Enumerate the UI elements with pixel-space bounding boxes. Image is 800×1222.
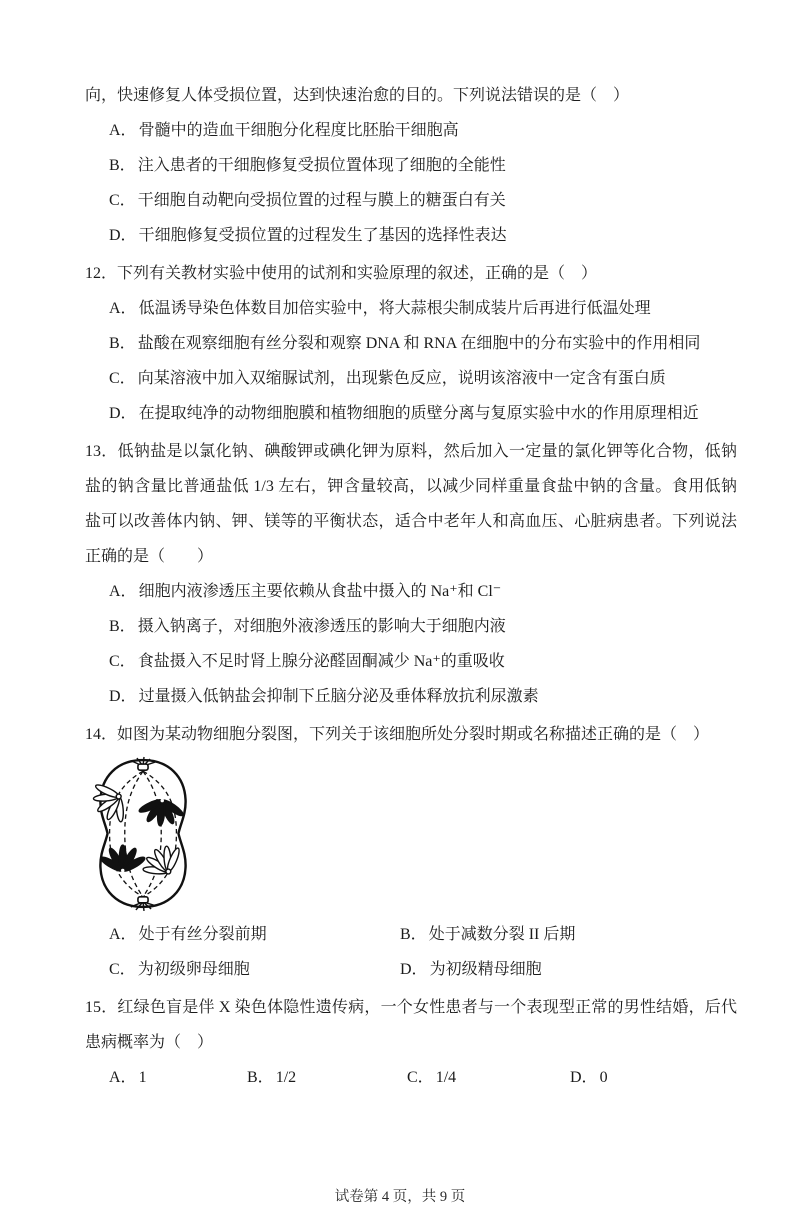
option-label: B． [109,335,136,352]
option-text: 0 [599,1069,608,1086]
option-label: B． [109,618,136,635]
option-text: 骨髓中的造血干细胞分化程度比胚胎干细胞高 [138,122,459,139]
option-c [109,952,400,987]
question-stem: 15．红绿色盲是伴 X 染色体隐性遗传病，一个女性患者与一个表现型正常的男性结婚，后代患病概率为（ ） [85,999,737,1051]
option-text: 过量摄入低钠盐会抑制下丘脑分泌及垂体释放抗利尿激素 [138,688,539,705]
option-label: C． [109,961,136,978]
option-text: 为初级精母细胞 [429,961,542,978]
option-c [407,1060,570,1095]
option-text: 在提取纯净的动物细胞膜和植物细胞的质壁分离与复原实验中水的作用原理相近 [138,405,699,422]
question-15 [85,990,737,1095]
option-label: C． [109,370,136,387]
option-label: A． [109,300,137,317]
option-label: D． [109,405,137,422]
question-12 [85,256,737,431]
option-label: C． [407,1069,434,1086]
question-stem: 14．如图为某动物细胞分裂图，下列关于该细胞所处分裂时期或名称描述正确的是（ ） [85,726,710,743]
question-stem: 13．低钠盐是以氯化钠、碘酸钾或碘化钾为原料，然后加入一定量的氯化钾等化合物，低钠盐的钠含量比普通盐低 1/3 左右，钾含量较高，以减少同样重量食盐中钠的含量。食用低钠盐可以改善体内钠、钾、镁等的平衡状态，适合中老年人和高血压、心脏病患者。下列说法正确的是（ ） [85,443,737,565]
option-d [85,396,737,431]
option-label: B． [400,926,427,943]
option-b [85,326,737,361]
option-b [247,1060,407,1095]
option-text: 细胞内液渗透压主要依赖从食盐中摄入的 Na⁺和 Cl⁻ [138,583,502,600]
option-text: 盐酸在观察细胞有丝分裂和观察 DNA 和 RNA 在细胞中的分布实验中的作用相同 [137,335,701,352]
options-row [85,1060,737,1095]
option-d [85,218,737,253]
option-label: A． [109,583,137,600]
option-label: B． [247,1069,274,1086]
page-footer: 试卷第 4 页，共 9 页 [334,1189,466,1205]
option-text: 处于有丝分裂前期 [138,926,267,943]
option-a [85,113,737,148]
question-stem: 12．下列有关教材实验中使用的试剂和实验原理的叙述，正确的是（ ） [85,265,598,282]
option-b [85,609,737,644]
option-d [570,1060,737,1095]
cell-division-diagram [77,756,209,913]
option-label: C． [109,192,136,209]
option-d [85,679,737,714]
question-14 [85,717,737,987]
question-11-continued [85,78,737,253]
option-c [85,644,737,679]
option-c [85,361,737,396]
option-text: 1/4 [435,1069,457,1086]
option-label: D． [109,227,137,244]
option-label: A． [109,1069,137,1086]
option-b [85,148,737,183]
option-d [400,952,737,987]
option-text: 食盐摄入不足时肾上腺分泌醛固酮减少 Na⁺的重吸收 [137,653,505,670]
option-a [85,574,737,609]
page-content [85,78,737,1095]
option-text: 干细胞修复受损位置的过程发生了基因的选择性表达 [138,227,507,244]
question-13 [85,434,737,714]
options-grid [85,917,737,987]
option-text: 1/2 [275,1069,297,1086]
option-label: D． [400,961,428,978]
option-text: 摄入钠离子，对细胞外液渗透压的影响大于细胞内液 [137,618,506,635]
option-label: D． [570,1069,598,1086]
option-text: 注入患者的干细胞修复受损位置体现了细胞的全能性 [137,157,506,174]
cell-membrane [100,760,185,907]
option-text: 向某溶液中加入双缩脲试剂，出现紫色反应，说明该溶液中一定含有蛋白质 [137,370,666,387]
question-stem: 向，快速修复人体受损位置，达到快速治愈的目的。下列说法错误的是（ ） [85,87,630,104]
cell-division-figure [77,756,209,913]
option-text: 干细胞自动靶向受损位置的过程与膜上的糖蛋白有关 [137,192,506,209]
option-label: C． [109,653,136,670]
option-a [85,291,737,326]
option-b [400,917,737,952]
option-text: 为初级卵母细胞 [137,961,250,978]
option-label: A． [109,926,137,943]
option-label: D． [109,688,137,705]
option-a [109,917,400,952]
option-a [109,1060,247,1095]
option-text: 1 [138,1069,147,1086]
option-text: 处于减数分裂 II 后期 [428,926,576,943]
option-label: B． [109,157,136,174]
option-c [85,183,737,218]
option-text: 低温诱导染色体数目加倍实验中，将大蒜根尖制成装片后再进行低温处理 [138,300,651,317]
option-label: A． [109,122,137,139]
